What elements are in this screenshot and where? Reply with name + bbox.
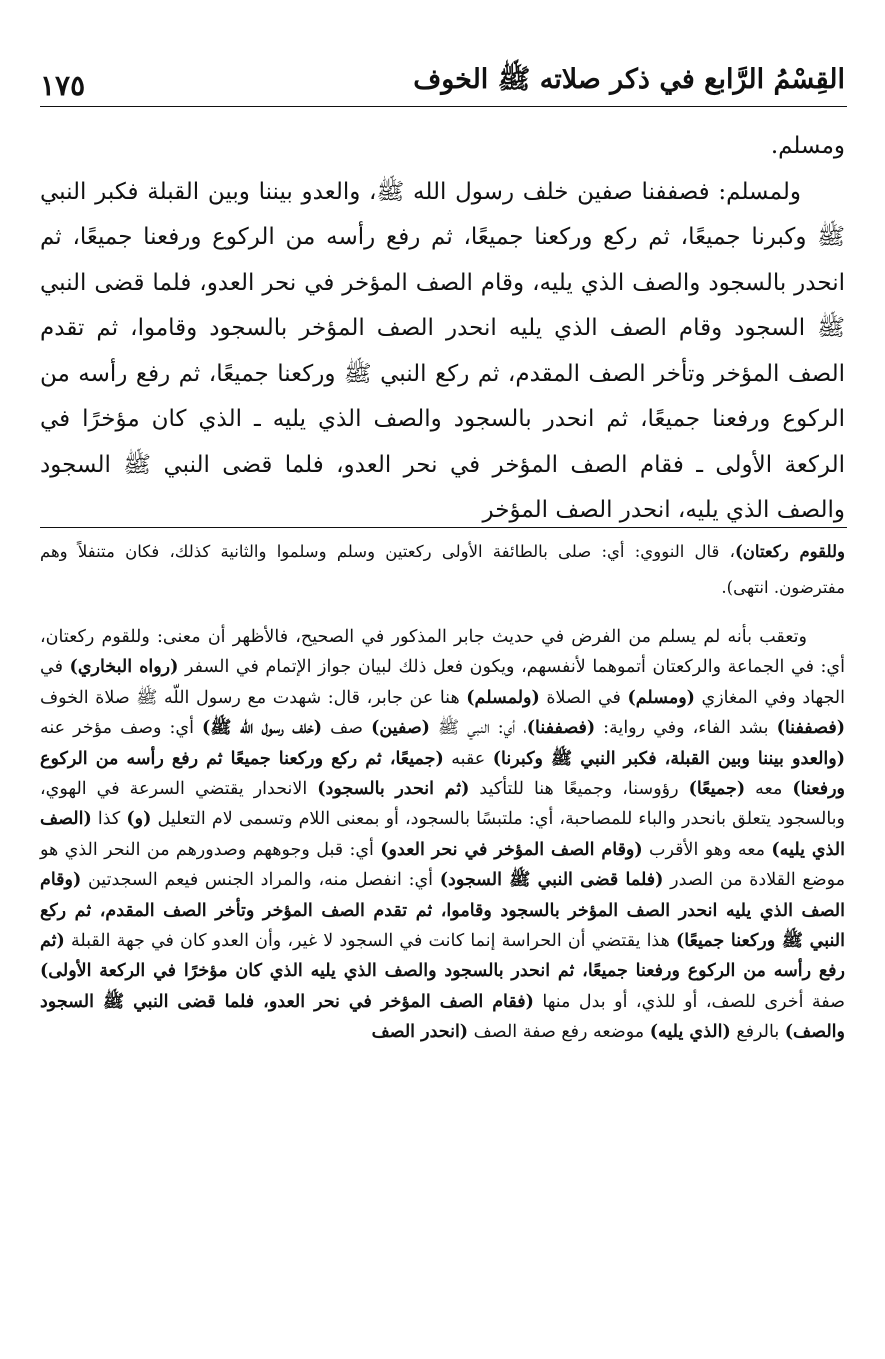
- commentary-lemma: (ثم رفع رأسه من الركوع ورفعنا جميعًا، ثم انحدر بالسجود والصف الذي يليه الذي كان مؤخرًا في الركعة الأولى): [40, 931, 845, 982]
- hadith-paragraph-2: ولمسلم: فصففنا صفين خلف رسول الله ﷺ، والعدو بيننا وبين القبلة فكبر النبي ﷺ وكبرنا جميعًا، ثم ركع وركعنا جميعًا، ثم رفع رأسه من الركوع ورفعنا جميعًا، ثم انحدر بالسجود والصف الذي يليه، وقام الصف المؤخر في نحر العدو، فلما قضى النبي ﷺ السجود وقام الصف الذي يليه انحدر الصف المؤخر بالسجود وقاموا، ثم تقدم الصف المؤخر وتأخر الصف المقدم، ثم ركع النبي ﷺ وركعنا جميعًا، ثم رفع رأسه من الركوع ورفعنا جميعًا، ثم انحدر بالسجود والصف الذي يليه ـ الذي كان مؤخرًا في الركعة الأولى ـ فقام الصف المؤخر في نحر العدو، فلما قضى النبي ﷺ السجود والصف الذي يليه، انحدر الصف المؤخر: [40, 178, 845, 523]
- commentary-lemma: (فقام الصف المؤخر في نحر العدو، فلما قضى النبي ﷺ السجود والصف): [40, 991, 845, 1043]
- commentary-text-run: هنا عن جابر، قال: شهدت مع رسول اللّه ﷺ صلاة الخوف: [40, 687, 467, 708]
- commentary-lemma: (الذي يليه): [649, 1022, 731, 1043]
- commentary-text-run: أي: وصف مؤخر عنه: [40, 718, 203, 739]
- commentary-text-run: بالرفع: [730, 1022, 785, 1043]
- running-title: القِسْمُ الرَّابع في ذكر صلاته ﷺ الخوف: [413, 64, 845, 95]
- hadith-text: [40, 124, 845, 534]
- commentary-lemma: (و): [126, 809, 152, 830]
- commentary-lemma: (فصففنا): [776, 718, 845, 739]
- commentary-lemma: (خلف رسول اللّه ﷺ): [202, 718, 323, 739]
- commentary-lemma: (جميعًا): [688, 779, 746, 800]
- commentary-lemma: (صفين): [371, 718, 430, 739]
- commentary-lemma: (رواه البخاري): [69, 657, 179, 678]
- commentary-lemma: (جميعًا، ثم ركع وركعنا جميعًا ثم رفع رأسه من الركوع ورفعنا): [40, 748, 845, 800]
- commentary-lemma: (والعدو بيننا وبين القبلة، فكبر النبي ﷺ وكبرنا): [492, 748, 845, 769]
- commentary-text-run: في الجهاد وفي المغازي: [40, 657, 845, 708]
- header-divider: [40, 106, 847, 107]
- commentary-text-run: كذا: [91, 809, 127, 830]
- commentary-text-run: هذا يقتضي أن الحراسة إنما كانت في السجود لا غير، وأن العدو كان في جهة القبلة: [64, 931, 676, 952]
- footnote-paragraph: [40, 534, 845, 606]
- footnote-divider: [40, 527, 847, 528]
- commentary-lemma: (ومسلم): [627, 687, 695, 708]
- commentary-text-run: صف: [322, 718, 372, 739]
- commentary-lemma: (فصففنا): [526, 718, 596, 739]
- commentary-lemma: (ولمسلم): [466, 687, 540, 708]
- commentary-lemma: (انحدر الصف: [371, 1022, 469, 1043]
- commentary-text-run: رؤوسنا، وجميعًا هنا للتأكيد: [469, 779, 689, 800]
- commentary-text-run: معه وهو الأقرب: [642, 839, 772, 860]
- commentary-text-run: معه: [745, 779, 793, 800]
- commentary-text-run: أي: قبل وجوههم وصدورهم من النحر الذي هو موضع القلادة من الصدر: [40, 839, 845, 891]
- commentary-text-run: موضعه رفع صفة الصف: [468, 1022, 650, 1043]
- commentary-text-run: وتعقب بأنه لم يسلم من الفرض في حديث جابر المذكور في الصحيح، فالأظهر أن معنى: وللقوم ركعتان، أي: في الجماعة والركعتان أتموهما لأنفسهم، ويكون فعل ذلك لبيان جواز الإتمام في السفر: [40, 627, 845, 678]
- page-header: [40, 52, 845, 102]
- footnote-quote: [40, 534, 845, 606]
- hadith-paragraph-1: ومسلم.: [770, 133, 845, 159]
- commentary-text-run: أي: انفصل منه، والمراد الجنس فيعم السجدتين: [81, 870, 440, 891]
- footnote-text: ، قال النووي: أي: صلى بالطائفة الأولى ركعتين وسلم وسلموا والثانية كذلك، فكان متنفلاً وهم مفترضون. انتهى).: [40, 542, 845, 597]
- commentary-text-run: صفة أخرى للصف، أو للذي، أو بدل منها: [533, 991, 845, 1012]
- commentary-paragraph: [40, 622, 845, 1048]
- commentary-text-run: الانحدار يقتضي السرعة في الهوي، وبالسجود يتعلق بانحدر والباء للمصاحبة، أي: ملتبسًا بالسجود، أو بمعنى اللام وتسمى لام التعليل: [40, 779, 845, 830]
- commentary-text: [40, 622, 845, 1048]
- commentary-lemma: (ثم انحدر بالسجود): [317, 779, 470, 800]
- commentary-text-run: في الصلاة: [539, 687, 628, 708]
- commentary-text-run: عقبه: [443, 748, 493, 769]
- commentary-lemma: (وقام الصف الذي يليه انحدر الصف المؤخر بالسجود وقاموا، ثم تقدم الصف المؤخر وتأخر الصف المقدم، ثم ركع النبي ﷺ وركعنا جميعًا): [40, 870, 845, 952]
- commentary-lemma: (وقام الصف المؤخر في نحر العدو): [380, 839, 643, 860]
- commentary-text-run: ، أي: النبي ﷺ: [429, 718, 527, 739]
- commentary-lemma: (الصف الذي يليه): [40, 809, 845, 860]
- commentary-lemma: (فلما قضى النبي ﷺ السجود): [439, 870, 664, 891]
- commentary-text-run: بشد الفاء، وفي رواية:: [595, 718, 777, 739]
- page-number: ١٧٥: [40, 69, 86, 102]
- footnote-lemma: وللقوم ركعتان): [735, 542, 845, 561]
